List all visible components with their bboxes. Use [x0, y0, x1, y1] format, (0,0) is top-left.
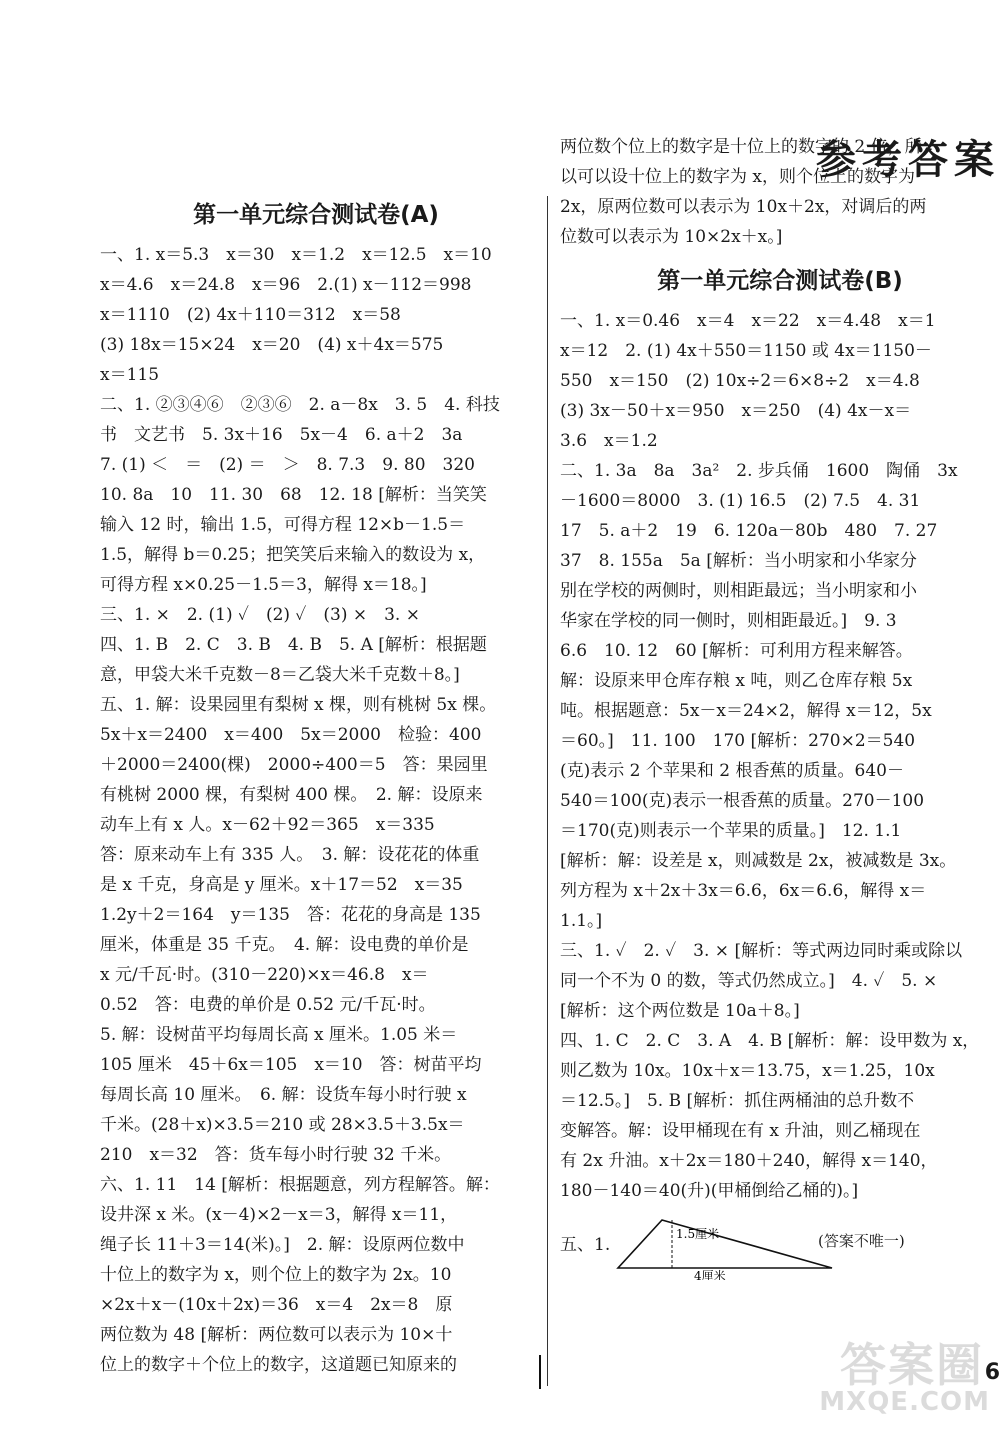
page-heading: 参考答案 — [816, 137, 1000, 183]
answer-line: x＝4.6 x＝24.8 x＝96 2.(1) x－112＝998 — [100, 275, 472, 295]
answer-line: 四、1. B 2. C 3. B 4. B 5. A [解析：根据题 — [100, 635, 487, 655]
answer-line: 105 厘米 45＋6x＝105 x＝10 答：树苗平均 — [100, 1055, 482, 1075]
watermark-top: 答案圈 — [840, 1338, 984, 1392]
answer-line: 210 x＝32 答：货车每小时行驶 32 千米。 — [100, 1145, 452, 1165]
answer-line: (克)表示 2 个苹果和 2 根香蕉的质量。640－ — [560, 761, 904, 781]
answer-line: 意，甲袋大米千克数－8＝乙袋大米千克数＋8。] — [100, 665, 460, 685]
answer-line: 六、1. 11 14 [解析：根据题意，列方程解答。解： — [100, 1175, 500, 1195]
answer-line: x 元/千瓦·时。(310－220)×x＝46.8 x＝ — [100, 965, 429, 985]
answer-line: －1600＝8000 3. (1) 16.5 (2) 7.5 4. 31 — [560, 491, 921, 511]
right-top-lines — [560, 132, 1000, 252]
answer-line: 可得方程 x×0.25－1.5＝3，解得 x＝18。] — [100, 575, 427, 595]
answer-line: ×2x＋x－(10x＋2x)＝36 x＝4 2x＝8 原 — [100, 1295, 453, 1315]
answer-line: 每周长高 10 厘米。 6. 解：设货车每小时行驶 x — [100, 1085, 467, 1105]
answer-line: (3) 3x－50＋x＝950 x＝250 (4) 4x－x＝ — [560, 401, 912, 421]
section-title-a: 第一单元综合测试卷(A) — [193, 202, 439, 228]
answer-line: ＝60。] 11. 100 170 [解析：270×2＝540 — [560, 731, 916, 751]
answer-line: 设井深 x 米。(x－4)×2－x＝3，解得 x＝11， — [100, 1205, 458, 1225]
answer-line: 17 5. a＋2 19 6. 120a－80b 480 7. 27 — [560, 521, 938, 541]
answer-line: 有桃树 2000 棵，有梨树 400 棵。 2. 解：设原来 — [100, 785, 483, 805]
answer-line: 四、1. C 2. C 3. A 4. B [解析：解：设甲数为 x， — [560, 1031, 980, 1051]
watermark — [804, 1325, 994, 1425]
diagram-label: 五、1. — [560, 1235, 611, 1255]
answer-line: ＋2000＝2400(棵) 2000÷400＝5 答：果园里 — [100, 755, 488, 775]
answer-line: ＝170(克)则表示一个苹果的质量。] 12. 1.1 — [560, 821, 902, 841]
answer-line: 答：原来动车上有 335 人。 3. 解：设花花的体重 — [100, 845, 480, 865]
answer-line: (3) 18x＝15×24 x＝20 (4) x＋4x＝575 — [100, 335, 444, 355]
answer-line: 输入 12 时，输出 1.5，可得方程 12×b－1.5＝ — [100, 515, 466, 535]
answer-line: 五、1. 解：设果园里有梨树 x 棵，则有桃树 5x 棵。 — [100, 695, 497, 715]
answer-line: 是 x 千克，身高是 y 厘米。x＋17＝52 x＝35 — [100, 875, 463, 895]
answer-line: 6.6 10. 12 60 [解析：可利用方程来解答。 — [560, 641, 913, 661]
answer-line: 绳子长 11＋3＝14(米)。] 2. 解：设原两位数中 — [100, 1235, 465, 1255]
answer-line: 10. 8a 10 11. 30 68 12. 18 [解析：当笑笑 — [100, 485, 487, 505]
answer-line: 1.1。] — [560, 911, 603, 931]
answer-line: 三、1. × 2. (1) ✓ (2) ✓ (3) × 3. × — [100, 605, 420, 625]
triangle-height-label: 1.5厘米 — [676, 1227, 720, 1241]
answer-line: 别在学校的两侧时，则相距最远；当小明家和小 — [560, 581, 917, 601]
answer-line: 变解答。解：设甲桶现在有 x 升油，则乙桶现在 — [560, 1121, 921, 1141]
triangle-diagram — [560, 1218, 1000, 1278]
answer-line: 三、1. ✓ 2. ✓ 3. × [解析：等式两边同时乘或除以 — [560, 941, 963, 961]
answer-line: 厘米，体重是 35 千克。 4. 解：设电费的单价是 — [100, 935, 469, 955]
answer-line: 则乙数为 10x。10x＋x＝13.75，x＝1.25，10x — [560, 1061, 935, 1081]
answer-line: 0.52 答：电费的单价是 0.52 元/千瓦·时。 — [100, 995, 436, 1015]
section-title-b: 第一单元综合测试卷(B) — [657, 268, 903, 294]
answer-line: 5. 解：设树苗平均每周长高 x 厘米。1.05 米＝ — [100, 1025, 458, 1045]
answer-line: 3.6 x＝1.2 — [560, 431, 658, 451]
triangle-figure — [612, 1218, 842, 1280]
answer-line: 解：设原来甲仓库存粮 x 吨，则乙仓库存粮 5x — [560, 671, 913, 691]
answer-line: 华家在学校的同一侧时，则相距最近。] 9. 3 — [560, 611, 897, 631]
page-number: 6 — [984, 1360, 1000, 1385]
answer-line: ＝12.5。] 5. B [解析：抓住两桶油的总升数不 — [560, 1091, 915, 1111]
answer-line: [解析：解：设差是 x，则减数是 2x，被减数是 3x。 — [560, 851, 957, 871]
answer-line: 一、1. x＝0.46 x＝4 x＝22 x＝4.48 x＝1 — [560, 311, 936, 331]
answer-line: 二、1. 3a 8a 3a² 2. 步兵俑 1600 陶俑 3x — [560, 461, 958, 481]
answer-line: 550 x＝150 (2) 10x÷2＝6×8÷2 x＝4.8 — [560, 371, 920, 391]
answer-line: x＝12 2. (1) 4x＋550＝1150 或 4x＝1150－ — [560, 341, 932, 361]
answer-line: 37 8. 155a 5a [解析：当小明家和小华家分 — [560, 551, 917, 571]
answer-line: [解析：这个两位数是 10a＋8。] — [560, 1001, 800, 1021]
diagram-note: (答案不唯一) — [818, 1232, 905, 1250]
answer-line: 十位上的数字为 x，则个位上的数字为 2x。10 — [100, 1265, 452, 1285]
answer-line: 540＝100(克)表示一根香蕉的质量。270－100 — [560, 791, 925, 811]
answer-line: 列方程为 x＋2x＋3x＝6.6，6x＝6.6，解得 x＝ — [560, 881, 927, 901]
watermark-bottom: MXQE.COM — [819, 1387, 990, 1417]
answer-line: x＝1110 (2) 4x＋110＝312 x＝58 — [100, 305, 401, 325]
edge-mark — [539, 1355, 541, 1389]
column-divider — [547, 196, 548, 1386]
answer-line: 位数可以表示为 10×2x＋x。] — [560, 227, 783, 247]
answer-line: 7. (1) ＜ ＝ (2) ＝ ＞ 8. 7.3 9. 80 320 — [100, 455, 475, 475]
answer-line: 1.5，解得 b＝0.25；把笑笑后来输入的数设为 x， — [100, 545, 486, 565]
answer-line: 书 文艺书 5. 3x＋16 5x－4 6. a＋2 3a — [100, 425, 463, 445]
left-lines — [100, 240, 532, 1380]
answer-line: 两位数个位上的数字是十位上的数字的 2 倍，所 — [560, 137, 922, 157]
triangle-shape — [618, 1220, 832, 1268]
answer-line: 以可以设十位上的数字为 x，则个位上的数字为 — [560, 167, 915, 187]
answer-line: 吨。根据题意：5x－x＝24×2，解得 x＝12，5x — [560, 701, 932, 721]
answer-line: x＝115 — [100, 365, 160, 385]
answer-line: 1.2y＋2＝164 y＝135 答：花花的身高是 135 — [100, 905, 481, 925]
answer-line: 两位数为 48 [解析：两位数可以表示为 10×十 — [100, 1325, 453, 1345]
left-column — [100, 196, 532, 1380]
answer-line: 二、1. ②③④⑥ ②③⑥ 2. a－8x 3. 5 4. 科技 — [100, 395, 500, 415]
answer-line: 位上的数字＋个位上的数字，这道题已知原来的 — [100, 1355, 457, 1375]
answer-line: 动车上有 x 人。x－62＋92＝365 x＝335 — [100, 815, 435, 835]
right-lines — [560, 306, 1000, 1206]
answer-line: 同一个不为 0 的数，等式仍然成立。] 4. ✓ 5. × — [560, 971, 938, 991]
answer-line: 2x，原两位数可以表示为 10x＋2x，对调后的两 — [560, 197, 927, 217]
answer-line: 有 2x 升油。x＋2x＝180＋240，解得 x＝140， — [560, 1151, 938, 1171]
right-column — [560, 132, 1000, 1278]
answer-line: 一、1. x＝5.3 x＝30 x＝1.2 x＝12.5 x＝10 — [100, 245, 492, 265]
answer-line: 5x＋x＝2400 x＝400 5x＝2000 检验：400 — [100, 725, 482, 745]
answer-line: 180－140＝40(升)(甲桶倒给乙桶的)。] — [560, 1181, 859, 1201]
answer-line: 千米。(28＋x)×3.5＝210 或 28×3.5＋3.5x＝ — [100, 1115, 465, 1135]
triangle-base-label: 4厘米 — [694, 1269, 726, 1280]
